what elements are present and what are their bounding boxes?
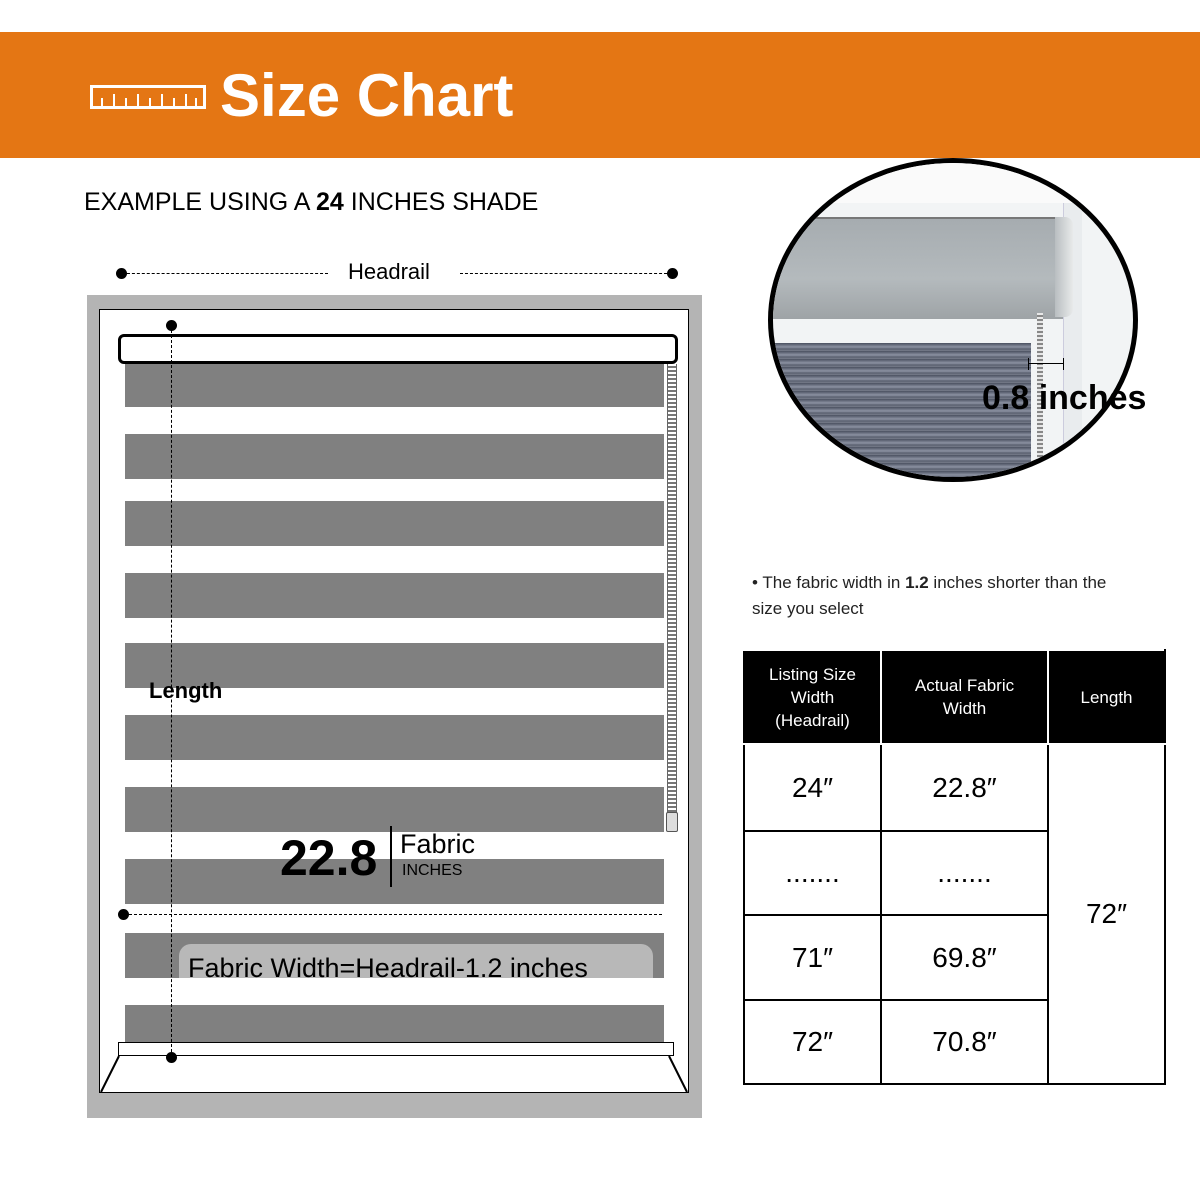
gap-label: 0.8 inches: [982, 379, 1147, 417]
size-table: [743, 649, 1166, 1085]
zoom-detail-circle: [768, 158, 1138, 482]
gap-dimension: [1028, 363, 1064, 364]
fabric-unit: INCHES: [402, 862, 463, 879]
example-subtitle: EXAMPLE USING A 24 INCHES SHADE: [84, 188, 539, 216]
fabric-stripe: [125, 1005, 664, 1045]
header-fabric-width: Actual Fabric Width: [881, 650, 1048, 744]
length-label: Length: [149, 678, 223, 703]
headrail-endcap: [1055, 217, 1073, 317]
cell-fabric: 70.8″: [881, 1000, 1048, 1084]
headrail-roller: [118, 334, 678, 364]
formula-text: Fabric Width=Headrail-1.2 inches: [188, 953, 588, 983]
fabric-stripe: [125, 573, 664, 618]
ruler-icon: [90, 85, 206, 109]
divider: [390, 826, 392, 887]
fabric-stripe: [125, 364, 664, 407]
dimension-line: [460, 273, 672, 274]
fabric-stripe: [125, 715, 664, 760]
page-title: Size Chart: [220, 62, 514, 129]
fabric-width-value: 22.8: [280, 830, 378, 886]
fabric-stripe: [125, 859, 664, 904]
fabric-stripe: [125, 501, 664, 546]
sill-lines: [99, 1040, 689, 1095]
headrail-detail: [773, 217, 1063, 319]
cell-fabric: 22.8″: [881, 744, 1048, 831]
dimension-line: [122, 273, 328, 274]
cell-listing: 71″: [744, 915, 881, 1000]
bead-chain: [667, 364, 677, 828]
cell-listing: 72″: [744, 1000, 881, 1084]
cell-length: 72″: [1048, 744, 1165, 1084]
cell-listing: .......: [744, 831, 881, 915]
cell-fabric: 69.8″: [881, 915, 1048, 1000]
headrail-label: Headrail: [348, 259, 430, 284]
header-listing-size: Listing Size Width (Headrail): [744, 650, 881, 744]
header-length: Length: [1048, 650, 1165, 744]
cell-fabric: .......: [881, 831, 1048, 915]
chain-weight: [666, 812, 678, 832]
dimension-dot: [667, 268, 678, 279]
table-row: [744, 744, 1165, 831]
fabric-width-line: [124, 914, 662, 915]
fabric-stripe: [125, 434, 664, 479]
fabric-stripe: [125, 787, 664, 832]
fabric-note: • The fabric width in 1.2 inches shorter than the size you select: [752, 573, 1107, 618]
dimension-dot: [166, 1052, 177, 1063]
fabric-label: Fabric: [400, 829, 476, 859]
cell-listing: 24″: [744, 744, 881, 831]
